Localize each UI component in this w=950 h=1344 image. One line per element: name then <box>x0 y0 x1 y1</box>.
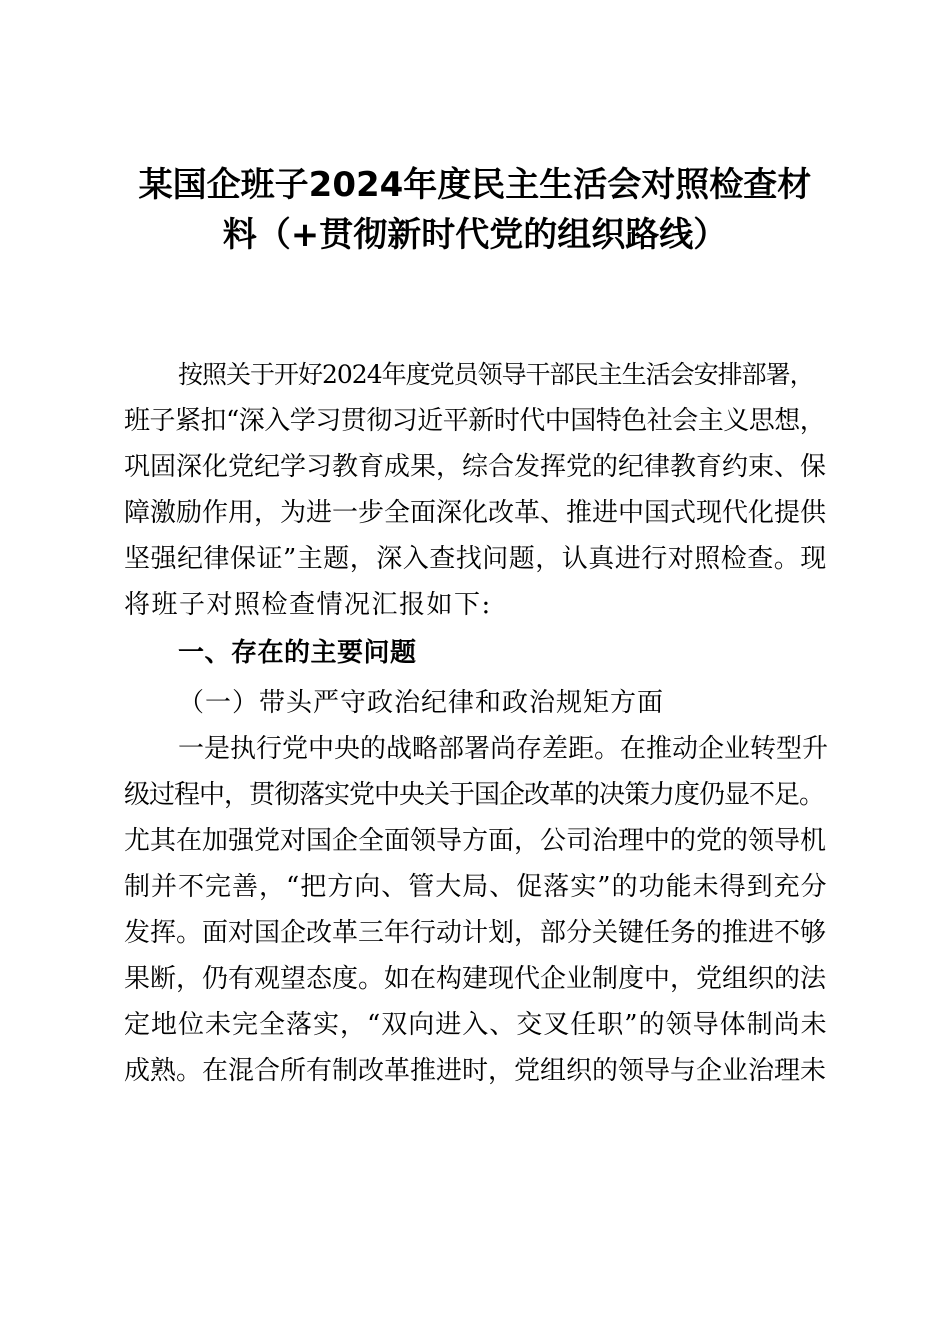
intro-line-4: 障激励作用，为进一步全面深化改革、推进中国式现代化提供 <box>124 498 827 528</box>
point-paragraph <box>124 726 836 1094</box>
point-line-6: 果断，仍有观望态度。如在构建现代企业制度中，党组织的法 <box>124 964 827 994</box>
document-title <box>110 160 840 260</box>
point-line-5: 发挥。面对国企改革三年行动计划，部分关键任务的推进不够 <box>124 918 827 948</box>
point-line-4: 制并不完善，“把方向、管大局、促落实”的功能未得到充分 <box>124 872 828 902</box>
point-line-1: 一是执行党中央的战略部署尚存差距。在推动企业转型升 <box>178 734 829 764</box>
intro-line-1: 按照关于开好2024年度党员领导干部民主生活会安排部署， <box>178 360 814 389</box>
intro-paragraph <box>124 352 836 628</box>
point-line-2: 级过程中，贯彻落实党中央关于国企改革的决策力度仍显不足。 <box>124 780 825 810</box>
point-line-7: 定地位未完全落实，“双向进入、交叉任职”的领导体制尚未 <box>124 1010 828 1040</box>
subsection-heading: （一）带头严守政治纪律和政治规矩方面 <box>178 688 665 718</box>
title-line-1: 某国企班子2024年度民主生活会对照检查材 <box>138 165 812 205</box>
intro-line-2: 班子紧扣“深入学习贯彻习近平新时代中国特色社会主义思想， <box>124 406 826 436</box>
point-line-8: 成熟。在混合所有制改革推进时，党组织的领导与企业治理未 <box>124 1056 827 1086</box>
intro-line-6: 将班子对照检查情况汇报如下: <box>124 590 492 620</box>
intro-line-3: 巩固深化党纪学习教育成果，综合发挥党的纪律教育约束、保 <box>124 452 827 482</box>
intro-line-5: 坚强纪律保证”主题，深入查找问题，认真进行对照检查。现 <box>124 544 827 574</box>
point-line-3: 尤其在加强党对国企全面领导方面，公司治理中的党的领导机 <box>124 826 827 856</box>
title-line-2: 料（+贯彻新时代党的组织路线） <box>222 215 728 255</box>
document-body <box>124 352 836 1094</box>
section-heading: 一、存在的主要问题 <box>178 638 417 668</box>
